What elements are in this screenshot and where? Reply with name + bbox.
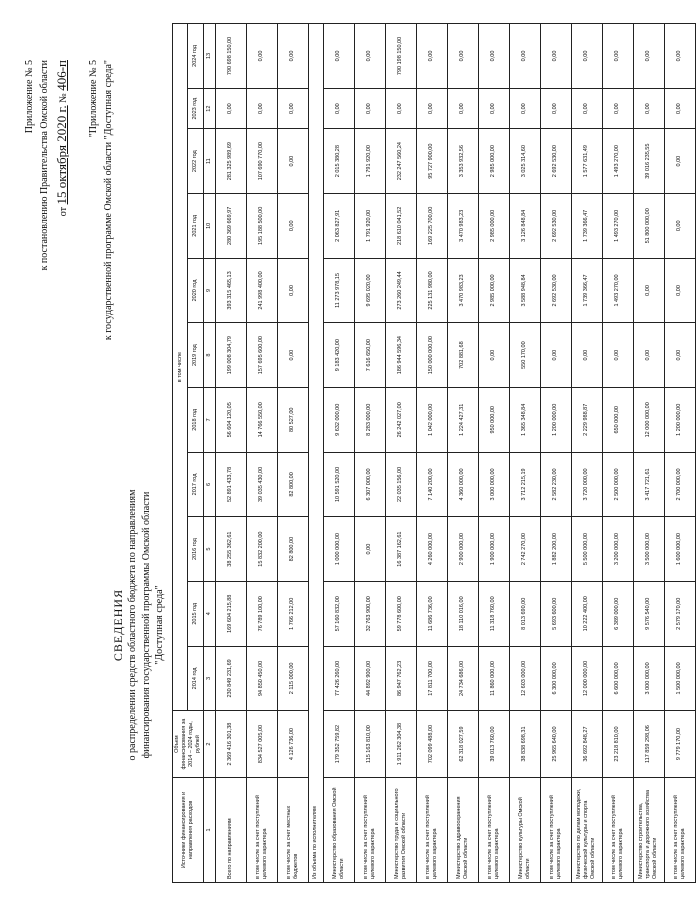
title-line-1: о распределении средств областного бюджета по направлениям (127, 489, 139, 761)
year-value: 8 013 690,00 (509, 581, 540, 646)
year-value: 1 200 000,00 (664, 387, 695, 452)
title-heading: СВЕДЕНИЯ (111, 588, 125, 662)
row-total: 2 369 416 301,38 (215, 711, 246, 778)
year-value: 1 493 270,00 (602, 193, 633, 258)
header-column-number: 3 (203, 646, 215, 711)
row-total: 834 527 005,00 (246, 711, 277, 778)
year-value: 199 008 304,79 (215, 323, 246, 388)
row-label: в том числе за счет поступлений целевого характера (354, 777, 385, 882)
row-total: 179 352 759,82 (323, 711, 354, 778)
header-column-number: 5 (203, 517, 215, 582)
year-value: 2 700 000,00 (664, 452, 695, 517)
header-year: 2021 год (188, 193, 203, 258)
year-value: 0,00 (571, 88, 602, 128)
table-row (246, 24, 277, 883)
header-column-number: 8 (203, 323, 215, 388)
header-year: 2015 год (188, 581, 203, 646)
decree-date: 15 октября 2020 г. (54, 105, 69, 205)
year-value: 2 692 530,00 (540, 258, 571, 323)
year-value: 1 739 366,47 (571, 193, 602, 258)
table-row (633, 24, 664, 883)
year-value: 3 353 932,56 (447, 129, 478, 194)
year-value: 14 766 550,00 (246, 387, 277, 452)
year-value: 393 315 465,13 (215, 258, 246, 323)
year-value: 0,00 (447, 24, 478, 89)
header-source: Источники финансирования и направления расходов (173, 777, 204, 882)
row-total: 38 838 698,31 (509, 711, 540, 778)
table-row (323, 24, 354, 883)
decree-appendix-block (22, 60, 72, 270)
row-label: в том числе за счет местных бюджетов (277, 777, 308, 882)
decree-number: 406-п (54, 60, 69, 91)
row-label: Министерство здравоохранения Омской области (447, 777, 478, 882)
year-value: 0,00 (509, 88, 540, 128)
year-value: 3 126 848,84 (509, 193, 540, 258)
year-value: 4 360 000,00 (447, 452, 478, 517)
row-label: Министерство образования Омской области (323, 777, 354, 882)
year-value: 0,00 (215, 88, 246, 128)
program-appendix-number: "Приложение № 5 (88, 60, 99, 138)
row-label: в том числе за счет поступлений целевого характера (478, 777, 509, 882)
header-column-number: 2 (203, 711, 215, 778)
year-value: 1 791 920,00 (354, 193, 385, 258)
year-value: 51 800 000,00 (633, 193, 664, 258)
year-value: 22 035 156,00 (385, 452, 416, 517)
table-row (447, 24, 478, 883)
year-value: 0,00 (277, 323, 308, 388)
year-value: 241 998 400,00 (246, 258, 277, 323)
row-total: 115 163 810,00 (354, 711, 385, 778)
year-value: 0,00 (447, 88, 478, 128)
year-value: 0,00 (602, 88, 633, 128)
year-value: 230 849 231,69 (215, 646, 246, 711)
year-value: 3 712 215,19 (509, 452, 540, 517)
header-including: в том числе (173, 24, 188, 711)
year-value: 1 900 000,00 (478, 517, 509, 582)
executors-section-row (308, 24, 323, 883)
year-value: 82 800,00 (277, 517, 308, 582)
year-value: 1 200 000,00 (540, 387, 571, 452)
year-value: 2 115 000,00 (277, 646, 308, 711)
year-value: 2 985 000,00 (478, 129, 509, 194)
year-value: 44 892 900,00 (354, 646, 385, 711)
row-label: Всего по направлениям (215, 777, 246, 882)
year-value: 2 900 000,00 (447, 517, 478, 582)
year-value: 3 720 000,00 (571, 452, 602, 517)
year-value: 26 242 027,00 (385, 387, 416, 452)
year-value: 2 742 270,00 (509, 517, 540, 582)
year-value: 169 604 215,88 (215, 581, 246, 646)
year-value: 157 695 600,00 (246, 323, 277, 388)
header-total: Объем финансирования за 2014 – 2024 годы, рублей (173, 711, 204, 778)
year-value: 2 692 530,00 (540, 193, 571, 258)
year-value: 0,00 (478, 323, 509, 388)
year-value: 11 686 736,00 (416, 581, 447, 646)
header-column-number: 1 (203, 777, 215, 882)
executors-section-label: Из объема по исполнителям (308, 24, 323, 883)
program-reference: к государственной программе Омской области "Доступная среда" (103, 60, 114, 341)
year-value: 5 693 600,00 (540, 581, 571, 646)
year-value: 1 365 348,84 (509, 387, 540, 452)
year-value: 1 739 366,47 (571, 258, 602, 323)
funding-table (172, 23, 696, 883)
title-line-2: финансирования государственной программы Омской области (140, 491, 152, 759)
year-value: 6 307 000,00 (354, 452, 385, 517)
row-label: в том числе за счет поступлений целевого характера (416, 777, 447, 882)
year-value: 3 588 948,84 (509, 258, 540, 323)
year-value: 0,00 (277, 24, 308, 89)
year-value: 4 260 000,00 (416, 517, 447, 582)
year-value: 225 131 980,00 (416, 258, 447, 323)
year-value: 10 222 400,00 (571, 581, 602, 646)
header-column-number: 7 (203, 387, 215, 452)
year-value: 0,00 (664, 323, 695, 388)
table-row (277, 24, 308, 883)
year-value: 2 063 827,91 (323, 193, 354, 258)
header-year: 2018 год (188, 387, 203, 452)
row-total: 117 859 298,06 (633, 711, 664, 778)
row-total: 39 013 760,00 (478, 711, 509, 778)
table-row (416, 24, 447, 883)
table-row (540, 24, 571, 883)
year-value: 790 698 150,00 (215, 24, 246, 89)
program-appendix-block (86, 60, 116, 340)
year-value: 16 387 162,61 (385, 517, 416, 582)
year-value: 18 110 016,00 (447, 581, 478, 646)
row-total: 702 099 488,00 (416, 711, 447, 778)
year-value: 6 389 000,00 (602, 581, 633, 646)
year-value: 2 229 988,87 (571, 387, 602, 452)
appendix-number: Приложение № 5 (24, 60, 35, 134)
year-value: 0,00 (664, 24, 695, 89)
year-value: 232 247 560,24 (385, 129, 416, 194)
year-value: 550 170,00 (509, 323, 540, 388)
row-label: в том числе за счет поступлений целевого характера (602, 777, 633, 882)
header-column-number: 10 (203, 193, 215, 258)
year-value: 2 500 000,00 (602, 452, 633, 517)
year-value: 86 947 762,23 (385, 646, 416, 711)
year-value: 169 225 700,00 (416, 193, 447, 258)
year-value: 280 369 669,97 (215, 193, 246, 258)
year-value: 1 882 200,00 (540, 517, 571, 582)
year-value: 2 692 530,00 (540, 129, 571, 194)
title-line-3: "Доступная среда" (154, 585, 166, 665)
year-value: 1 000 000,00 (323, 517, 354, 582)
year-value: 281 325 989,69 (215, 129, 246, 194)
row-label: в том числе за счет поступлений целевого характера (246, 777, 277, 882)
year-value: 8 283 000,00 (354, 387, 385, 452)
year-value: 39 035 430,00 (246, 452, 277, 517)
header-year: 2020 год (188, 258, 203, 323)
row-total: 9 779 170,00 (664, 711, 695, 778)
year-value: 2 985 000,00 (478, 258, 509, 323)
year-value: 77 426 260,00 (323, 646, 354, 711)
year-value: 186 944 596,34 (385, 323, 416, 388)
year-value: 3 000 000,00 (478, 452, 509, 517)
year-value: 0,00 (478, 88, 509, 128)
year-value: 6 600 000,00 (602, 646, 633, 711)
header-year: 2017 год (188, 452, 203, 517)
table-row (478, 24, 509, 883)
year-value: 0,00 (277, 88, 308, 128)
year-value: 32 763 900,00 (354, 581, 385, 646)
year-value: 1 791 920,00 (354, 129, 385, 194)
year-value: 59 778 600,00 (385, 581, 416, 646)
row-label: Министерство труда и социального развития Омской области (385, 777, 416, 882)
year-value: 3 500 000,00 (633, 517, 664, 582)
year-value: 6 300 000,00 (540, 646, 571, 711)
year-value: 0,00 (277, 258, 308, 323)
table-row (602, 24, 633, 883)
year-value: 0,00 (664, 193, 695, 258)
row-label: Министерство по делам молодежи, физической культуры и спорта Омской области (571, 777, 602, 882)
year-value: 9 695 020,00 (354, 258, 385, 323)
header-column-number: 9 (203, 258, 215, 323)
year-value: 0,00 (323, 88, 354, 128)
header-year: 2024 год (188, 24, 203, 89)
year-value: 10 591 520,00 (323, 452, 354, 517)
year-value: 0,00 (664, 88, 695, 128)
year-value: 0,00 (633, 24, 664, 89)
year-value: 3 417 721,61 (633, 452, 664, 517)
year-value: 195 188 500,00 (246, 193, 277, 258)
year-value: 76 789 100,00 (246, 581, 277, 646)
year-value: 0,00 (602, 323, 633, 388)
year-value: 57 160 832,00 (323, 581, 354, 646)
year-value: 7 140 200,00 (416, 452, 447, 517)
year-value: 1 224 427,31 (447, 387, 478, 452)
header-column-number: 13 (203, 24, 215, 89)
year-value: 107 690 770,00 (246, 129, 277, 194)
year-value: 1 600 000,00 (664, 517, 695, 582)
year-value: 0,00 (540, 88, 571, 128)
year-value: 56 604 120,05 (215, 387, 246, 452)
year-value: 3 000 000,00 (633, 646, 664, 711)
header-year: 2016 год (188, 517, 203, 582)
year-value: 95 727 900,00 (416, 129, 447, 194)
year-value: 0,00 (664, 129, 695, 194)
year-value: 0,00 (540, 24, 571, 89)
year-value: 9 632 000,00 (323, 387, 354, 452)
year-value: 5 500 000,00 (571, 517, 602, 582)
year-value: 11 860 000,00 (478, 646, 509, 711)
table-row (664, 24, 695, 883)
year-value: 0,00 (416, 88, 447, 128)
year-value: 9 576 540,00 (633, 581, 664, 646)
year-value: 0,00 (478, 24, 509, 89)
row-label: в том числе за счет поступлений целевого характера (664, 777, 695, 882)
year-value: 12 000 000,00 (571, 646, 602, 711)
year-value: 1 493 270,00 (602, 258, 633, 323)
year-value: 15 832 200,00 (246, 517, 277, 582)
year-value: 0,00 (354, 24, 385, 89)
year-value: 80 527,00 (277, 387, 308, 452)
year-value: 3 025 314,60 (509, 129, 540, 194)
row-label: Министерство строительства, транспорта и дорожного хозяйства Омской области (633, 777, 664, 882)
year-value: 3 470 983,23 (447, 193, 478, 258)
year-value: 11 318 760,00 (478, 581, 509, 646)
year-value: 0,00 (633, 88, 664, 128)
year-value: 3 470 983,23 (447, 258, 478, 323)
year-value: 3 200 000,00 (602, 517, 633, 582)
year-value: 38 255 362,61 (215, 517, 246, 582)
year-value: 1 500 000,00 (664, 646, 695, 711)
year-value: 11 273 978,15 (323, 258, 354, 323)
table-row (385, 24, 416, 883)
header-year: 2019 год (188, 323, 203, 388)
table-row (215, 24, 246, 883)
year-value: 9 183 420,00 (323, 323, 354, 388)
year-value: 1 577 631,49 (571, 129, 602, 194)
decree-date-line: от 15 октября 2020 г. № 406-п (54, 60, 69, 217)
row-label: Министерство культуры Омской области (509, 777, 540, 882)
row-total: 1 911 262 304,38 (385, 711, 416, 778)
document-title (110, 375, 167, 875)
header-column-number: 12 (203, 88, 215, 128)
year-value: 39 016 235,55 (633, 129, 664, 194)
year-value: 0,00 (246, 88, 277, 128)
year-value: 0,00 (571, 323, 602, 388)
year-value: 24 734 686,00 (447, 646, 478, 711)
table-row (354, 24, 385, 883)
header-year: 2014 год (188, 646, 203, 711)
year-value: 12 000 000,00 (633, 387, 664, 452)
year-value: 218 610 041,52 (385, 193, 416, 258)
year-value: 790 198 150,00 (385, 24, 416, 89)
year-value: 0,00 (416, 24, 447, 89)
year-value: 650 000,00 (602, 387, 633, 452)
year-value: 0,00 (277, 129, 308, 194)
year-value: 2 985 000,00 (478, 193, 509, 258)
year-value: 1 493 270,00 (602, 129, 633, 194)
header-year: 2022 год (188, 129, 203, 194)
row-total: 36 692 848,27 (571, 711, 602, 778)
year-value: 17 811 700,00 (416, 646, 447, 711)
row-total: 4 126 736,00 (277, 711, 308, 778)
year-value: 2 015 380,28 (323, 129, 354, 194)
header-column-number: 4 (203, 581, 215, 646)
header-column-number: 6 (203, 452, 215, 517)
row-total: 62 318 027,59 (447, 711, 478, 778)
year-value: 0,00 (323, 24, 354, 89)
year-value: 0,00 (509, 24, 540, 89)
year-value: 0,00 (633, 258, 664, 323)
year-value: 150 000 000,00 (416, 323, 447, 388)
header-year: 2023 год (188, 88, 203, 128)
year-value: 950 000,00 (478, 387, 509, 452)
decree-reference: к постановлению Правительства Омской области (39, 60, 50, 271)
year-value: 2 582 230,00 (540, 452, 571, 517)
row-total: 25 965 640,00 (540, 711, 571, 778)
table-row (509, 24, 540, 883)
year-value: 7 616 650,00 (354, 323, 385, 388)
year-value: 273 260 249,44 (385, 258, 416, 323)
year-value: 702 881,68 (447, 323, 478, 388)
year-value: 0,00 (571, 24, 602, 89)
year-value: 0,00 (633, 323, 664, 388)
header-column-number: 11 (203, 129, 215, 194)
year-value: 94 850 450,00 (246, 646, 277, 711)
year-value: 0,00 (246, 24, 277, 89)
year-value: 0,00 (354, 88, 385, 128)
year-value: 52 891 433,78 (215, 452, 246, 517)
year-value: 0,00 (277, 193, 308, 258)
year-value: 0,00 (354, 517, 385, 582)
row-label: в том числе за счет поступлений целевого характера (540, 777, 571, 882)
year-value: 0,00 (385, 88, 416, 128)
year-value: 0,00 (540, 323, 571, 388)
year-value: 1 042 000,00 (416, 387, 447, 452)
table-row (571, 24, 602, 883)
year-value: 12 603 000,00 (509, 646, 540, 711)
row-total: 23 218 810,00 (602, 711, 633, 778)
year-value: 0,00 (664, 258, 695, 323)
year-value: 2 579 170,00 (664, 581, 695, 646)
year-value: 1 766 212,00 (277, 581, 308, 646)
year-value: 0,00 (602, 24, 633, 89)
year-value: 82 800,00 (277, 452, 308, 517)
